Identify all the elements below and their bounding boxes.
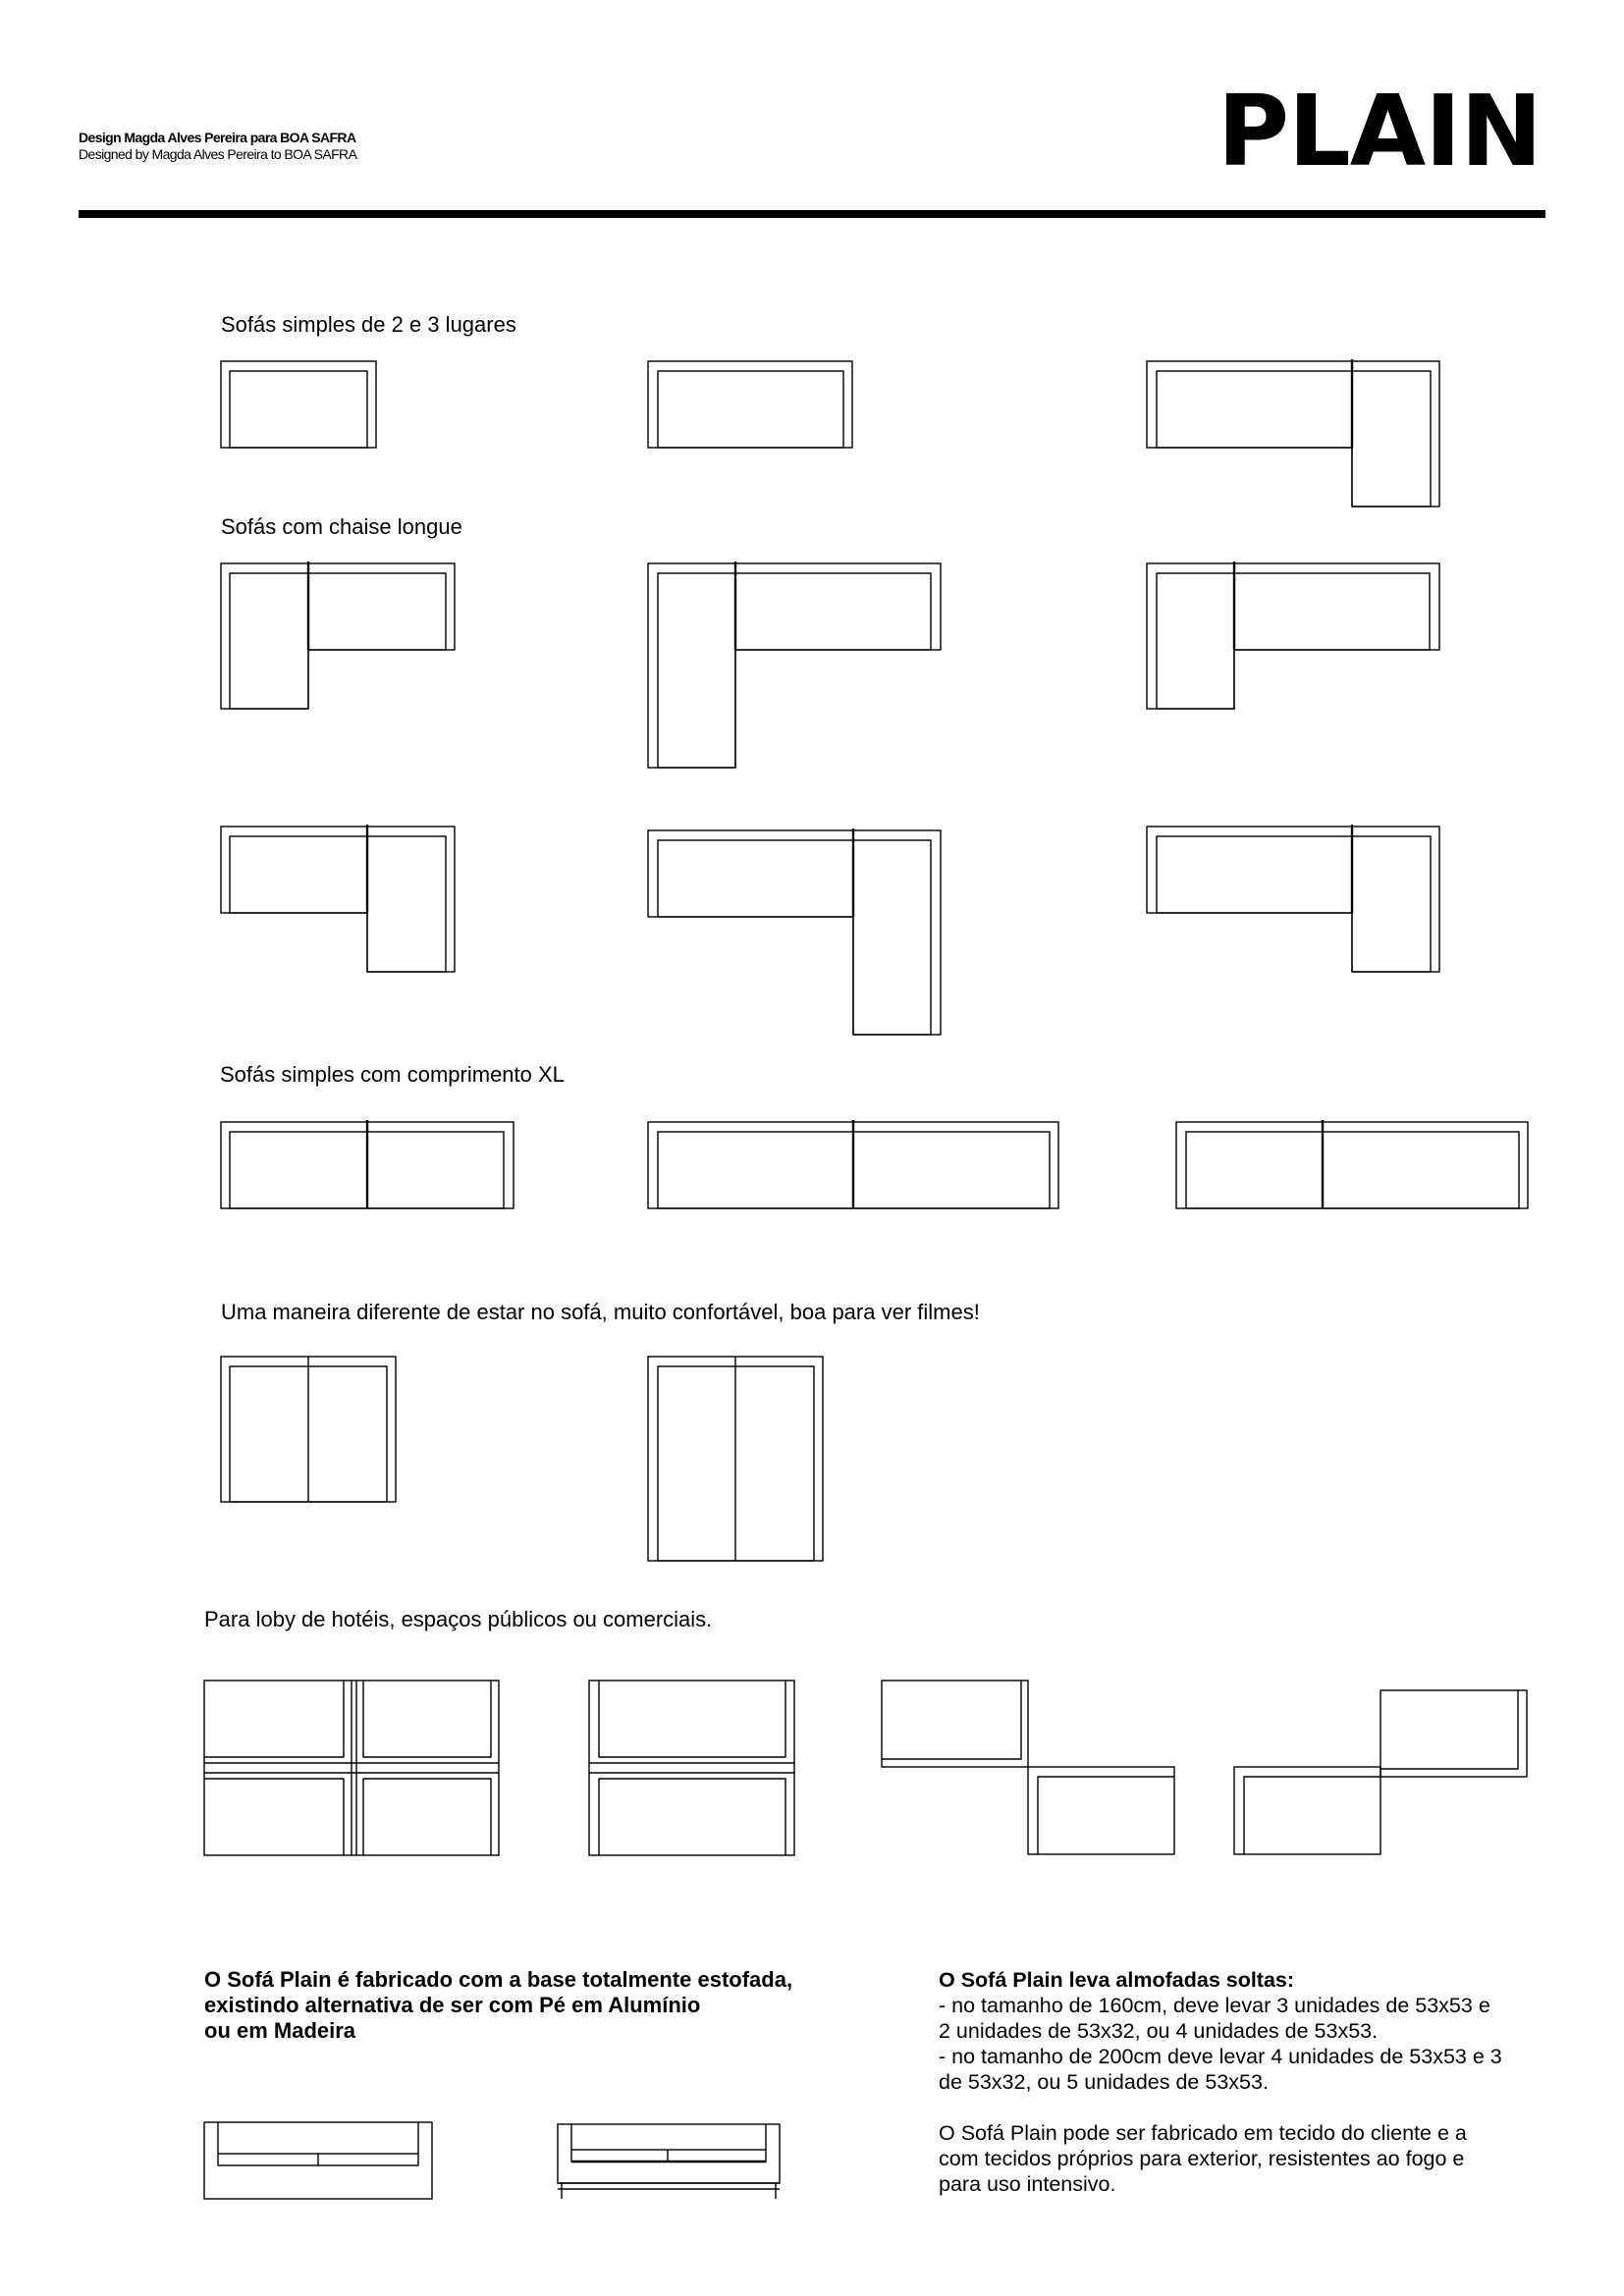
design-credit-pt: Design Magda Alves Pereira para BOA SAFRA bbox=[79, 130, 356, 145]
brand-logo: PLAIN bbox=[1217, 74, 1542, 188]
deep-sofa-small-plan bbox=[221, 1357, 396, 1502]
cushions-line: - no tamanho de 200cm deve levar 4 unidades de 53x53 e 3 bbox=[939, 2045, 1502, 2068]
sofa-corner-plan bbox=[1147, 359, 1439, 507]
fabric-line: com tecidos próprios para exterior, resistentes ao fogo e bbox=[939, 2147, 1465, 2170]
sofa-3-seat-plan bbox=[648, 361, 852, 448]
fabric-line: O Sofá Plain pode ser fabricado em tecido do cliente e a bbox=[939, 2121, 1467, 2145]
cushions-line: - no tamanho de 160cm, deve levar 3 unidades de 53x53 e bbox=[939, 1994, 1490, 2017]
sofa-elevation-upholstered-base bbox=[204, 2122, 432, 2199]
lobby-back-to-back-plan bbox=[589, 1681, 794, 1855]
chaise-left-small-plan bbox=[221, 561, 455, 709]
base-options-note bbox=[204, 1967, 792, 2044]
fabric-line: para uso intensivo. bbox=[939, 2172, 1116, 2196]
cushions-line: de 53x32, ou 5 unidades de 53x53. bbox=[939, 2070, 1269, 2094]
xl-sofa-medium-plan bbox=[1176, 1120, 1528, 1208]
lobby-four-module-plan bbox=[204, 1681, 499, 1855]
chaise-left-large-plan bbox=[648, 561, 941, 768]
lobby-offset-left-plan bbox=[1234, 1690, 1527, 1854]
caption-xl-length: Sofás simples com comprimento XL bbox=[220, 1062, 565, 1087]
xl-sofa-large-plan bbox=[648, 1120, 1058, 1208]
base-note-line: ou em Madeira bbox=[204, 2018, 356, 2043]
chaise-right-small-plan bbox=[221, 825, 455, 972]
xl-sofa-small-plan bbox=[221, 1120, 514, 1208]
deep-sofa-large-plan bbox=[648, 1357, 823, 1561]
chaise-right-large-plan bbox=[648, 828, 941, 1035]
sofa-2-seat-plan bbox=[221, 361, 376, 448]
cushions-heading: O Sofá Plain leva almofadas soltas: bbox=[939, 1968, 1295, 1992]
lobby-offset-right-plan bbox=[882, 1681, 1174, 1854]
cushions-line: 2 unidades de 53x32, ou 4 unidades de 53x53. bbox=[939, 2019, 1379, 2043]
design-credit-en: Designed by Magda Alves Pereira to BOA SAFRA bbox=[79, 146, 357, 162]
cushions-note bbox=[939, 1967, 1502, 2197]
base-note-line: O Sofá Plain é fabricado com a base totalmente estofada, bbox=[204, 1967, 793, 1992]
chaise-right-medium-plan bbox=[1147, 825, 1439, 972]
sofa-elevation-with-legs bbox=[558, 2124, 780, 2199]
chaise-left-medium-plan bbox=[1147, 561, 1439, 709]
caption-lobby: Para loby de hotéis, espaços públicos ou comerciais. bbox=[204, 1607, 713, 1631]
caption-chaise-longue: Sofás com chaise longue bbox=[221, 514, 462, 539]
caption-different-way: Uma maneira diferente de estar no sofá, muito confortável, boa para ver filmes! bbox=[221, 1300, 980, 1324]
base-note-line: existindo alternativa de ser com Pé em Alumínio bbox=[204, 1993, 701, 2017]
caption-simple-sofas: Sofás simples de 2 e 3 lugares bbox=[221, 312, 516, 337]
